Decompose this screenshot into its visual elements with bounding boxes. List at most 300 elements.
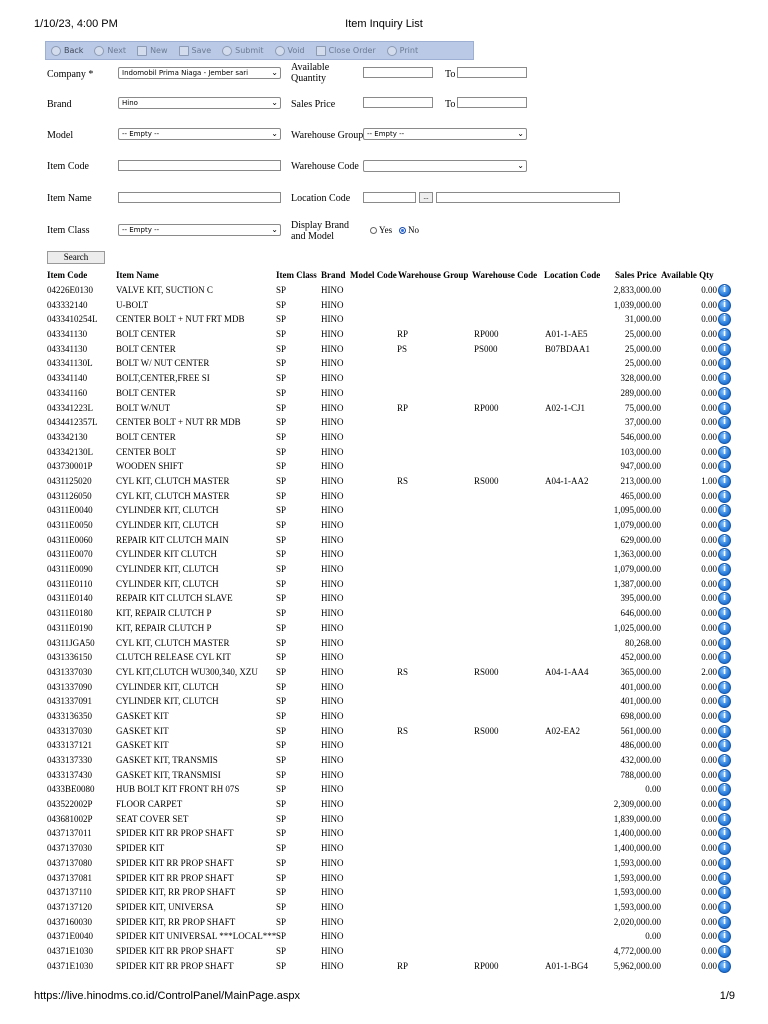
chevron-down-icon: ⌄: [271, 98, 278, 107]
table-row[interactable]: [47, 929, 737, 944]
info-icon[interactable]: i: [718, 916, 731, 929]
cell-item-name: SPIDER KIT RR PROP SHAFT: [116, 857, 234, 868]
cell-brand: HINO: [321, 475, 344, 486]
item-name-input[interactable]: [118, 192, 281, 203]
cell-warehouse-group: RP: [397, 960, 409, 971]
info-icon[interactable]: i: [718, 886, 731, 899]
cell-item-name: BOLT CENTER: [116, 343, 176, 354]
void-button[interactable]: Void: [270, 43, 311, 58]
cell-item-name: SEAT COVER SET: [116, 813, 189, 824]
cell-item-code: 043341223L: [47, 402, 93, 413]
cell-sales-price: 25,000.00: [625, 329, 661, 340]
info-icon[interactable]: i: [718, 769, 731, 782]
cell-item-code: 043342130L: [47, 446, 93, 457]
cell-warehouse-group: RS: [397, 475, 409, 486]
cell-sales-price: 75,000.00: [625, 402, 661, 413]
cell-item-class: SP: [276, 314, 287, 325]
cell-item-code: 04311E0050: [47, 520, 93, 530]
model-label: Model: [47, 130, 74, 141]
cell-brand: HINO: [321, 945, 344, 956]
info-icon[interactable]: i: [718, 842, 731, 855]
table-row[interactable]: [47, 841, 737, 856]
info-icon[interactable]: i: [718, 945, 731, 958]
cell-sales-price: 1,095,000.00: [613, 505, 661, 516]
cell-item-name: CENTER BOLT + NUT RR MDB: [116, 417, 241, 428]
cell-sales-price: 1,363,000.00: [613, 549, 661, 560]
cell-available-qty: 0.00: [701, 901, 717, 912]
cell-available-qty: 0.00: [701, 446, 717, 457]
model-select[interactable]: -- Empty -- ⌄: [118, 128, 281, 140]
cell-item-code: 043522002P: [47, 799, 93, 810]
cell-available-qty: 0.00: [701, 696, 717, 707]
cell-item-name: CYL KIT, CLUTCH MASTER: [116, 475, 230, 486]
cell-item-code: 043341130L: [47, 358, 93, 369]
cell-sales-price: 561,000.00: [620, 725, 661, 736]
item-code-label: Item Code: [47, 161, 89, 172]
cell-brand: HINO: [321, 549, 344, 560]
cell-available-qty: 0.00: [701, 373, 717, 384]
info-icon[interactable]: i: [718, 416, 731, 429]
table-row[interactable]: [47, 665, 737, 680]
cell-item-code: 0433137030: [47, 725, 92, 736]
info-icon[interactable]: i: [718, 460, 731, 473]
print-header: [0, 14, 768, 34]
cell-item-class: SP: [276, 608, 287, 619]
warehouse-group-label: Warehouse Group: [291, 130, 364, 141]
cell-available-qty: 0.00: [701, 593, 717, 604]
cell-brand: HINO: [321, 931, 344, 942]
table-row[interactable]: [47, 298, 737, 313]
table-row[interactable]: [47, 415, 737, 430]
cell-item-name: SPIDER KIT, RR PROP SHAFT: [116, 887, 236, 898]
cell-item-class: SP: [276, 593, 287, 604]
next-button[interactable]: Next: [89, 43, 132, 58]
table-row[interactable]: [47, 680, 737, 695]
table-row[interactable]: [47, 885, 737, 900]
table-row[interactable]: [47, 621, 737, 636]
cell-item-name: GASKET KIT: [116, 725, 169, 736]
warehouse-group-select[interactable]: -- Empty -- ⌄: [363, 128, 527, 140]
table-row[interactable]: [47, 386, 737, 401]
cell-item-name: SPIDER KIT, RR PROP SHAFT: [116, 916, 236, 927]
table-row[interactable]: [47, 518, 737, 533]
cell-location-code: A02-1-CJ1: [545, 402, 585, 413]
cell-item-code: 043730001P: [47, 461, 93, 472]
table-row[interactable]: [47, 371, 737, 386]
cell-brand: HINO: [321, 901, 344, 912]
cell-item-name: CYLINDER KIT, CLUTCH: [116, 520, 219, 530]
cell-available-qty: 0.00: [701, 637, 717, 648]
company-select[interactable]: Indomobil Prima Niaga - Jember sari ⌄: [118, 67, 281, 79]
cell-available-qty: 0.00: [701, 285, 717, 295]
cell-item-code: 043342130: [47, 431, 88, 442]
info-icon[interactable]: i: [718, 813, 731, 826]
submit-button[interactable]: Submit: [217, 43, 269, 58]
info-icon[interactable]: i: [718, 872, 731, 885]
table-row[interactable]: [47, 533, 737, 548]
cell-available-qty: 0.00: [701, 784, 717, 795]
chevron-down-icon: ⌄: [271, 68, 278, 77]
info-icon[interactable]: i: [718, 328, 731, 341]
back-button[interactable]: Back: [46, 43, 89, 58]
cell-sales-price: 37,000.00: [625, 417, 661, 428]
cell-item-code: 0433BE0080: [47, 784, 95, 795]
table-row[interactable]: [47, 474, 737, 489]
brand-select[interactable]: Hino ⌄: [118, 97, 281, 109]
cell-item-name: BOLT W/NUT: [116, 402, 171, 413]
header-item-name[interactable]: Item Name: [116, 270, 159, 280]
cell-brand: HINO: [321, 828, 344, 839]
info-icon[interactable]: i: [718, 387, 731, 400]
print-button[interactable]: Print: [382, 43, 424, 58]
header-item-class[interactable]: Item Class: [276, 270, 317, 280]
cell-available-qty: 0.00: [701, 887, 717, 898]
new-button[interactable]: New: [132, 43, 173, 58]
table-row[interactable]: [47, 753, 737, 768]
cell-brand: HINO: [321, 314, 344, 325]
display-yes-radio[interactable]: Yes: [370, 225, 392, 235]
company-label: Company *: [47, 69, 94, 80]
header-available-qty[interactable]: Available Qty: [661, 270, 714, 280]
brand-label: Brand: [47, 99, 72, 110]
cell-brand: HINO: [321, 813, 344, 824]
table-row[interactable]: [47, 782, 737, 797]
info-icon[interactable]: i: [718, 475, 731, 488]
info-icon[interactable]: i: [718, 651, 731, 664]
cell-item-name: BOLT CENTER: [116, 329, 176, 340]
info-icon[interactable]: i: [718, 930, 731, 943]
table-row[interactable]: [47, 283, 737, 298]
table-row[interactable]: [47, 503, 737, 518]
cell-available-qty: 0.00: [701, 799, 717, 810]
info-icon[interactable]: i: [718, 299, 731, 312]
info-icon[interactable]: i: [718, 725, 731, 738]
cell-item-class: SP: [276, 490, 287, 501]
available-quantity-to-input[interactable]: [457, 67, 527, 78]
cell-item-class: SP: [276, 446, 287, 457]
cell-available-qty: 0.00: [701, 314, 717, 325]
cell-sales-price: 1,387,000.00: [613, 578, 661, 589]
info-icon[interactable]: i: [718, 563, 731, 576]
location-code-label: Location Code: [291, 193, 351, 204]
cell-item-name: CYLINDER KIT, CLUTCH: [116, 578, 219, 589]
cell-item-class: SP: [276, 725, 287, 736]
info-icon[interactable]: i: [718, 783, 731, 796]
cell-item-name: CYL KIT,CLUTCH WU300,340, XZU: [116, 666, 258, 677]
cell-brand: HINO: [321, 872, 344, 883]
cell-available-qty: 0.00: [701, 843, 717, 854]
cell-brand: HINO: [321, 784, 344, 795]
cell-available-qty: 0.00: [701, 872, 717, 883]
cell-sales-price: 1,593,000.00: [613, 857, 661, 868]
cell-item-name: BOLT,CENTER,FREE SI: [116, 373, 210, 384]
cell-item-class: SP: [276, 285, 287, 295]
cell-available-qty: 0.00: [701, 402, 717, 413]
cell-brand: HINO: [321, 652, 344, 663]
table-row[interactable]: [47, 724, 737, 739]
table-row[interactable]: [47, 812, 737, 827]
chevron-down-icon: ⌄: [271, 129, 278, 138]
info-icon[interactable]: i: [718, 901, 731, 914]
cell-item-code: 0437160030: [47, 916, 92, 927]
cell-item-code: 0431337030: [47, 666, 92, 677]
table-row[interactable]: [47, 650, 737, 665]
location-lookup-button[interactable]: ...: [419, 192, 433, 203]
cell-item-class: SP: [276, 901, 287, 912]
cell-available-qty: 0.00: [701, 755, 717, 765]
cell-brand: HINO: [321, 843, 344, 854]
cell-available-qty: 0.00: [701, 564, 717, 575]
cell-item-class: SP: [276, 755, 287, 765]
cell-sales-price: 465,000.00: [620, 490, 661, 501]
info-icon[interactable]: i: [718, 504, 731, 517]
info-icon[interactable]: i: [718, 592, 731, 605]
cell-item-code: 0437137011: [47, 828, 92, 839]
cell-item-class: SP: [276, 520, 287, 530]
table-row[interactable]: [47, 430, 737, 445]
table-row[interactable]: [47, 797, 737, 812]
new-icon: [137, 46, 147, 56]
table-row[interactable]: [47, 856, 737, 871]
cell-item-class: SP: [276, 740, 287, 751]
table-row[interactable]: [47, 871, 737, 886]
cell-brand: HINO: [321, 564, 344, 575]
header-model-code[interactable]: Model Code: [350, 270, 397, 280]
cell-sales-price: 395,000.00: [620, 593, 661, 604]
info-icon[interactable]: i: [718, 827, 731, 840]
info-icon[interactable]: i: [718, 578, 731, 591]
info-icon[interactable]: i: [718, 754, 731, 767]
info-icon[interactable]: i: [718, 798, 731, 811]
table-row[interactable]: [47, 768, 737, 783]
info-icon[interactable]: i: [718, 490, 731, 503]
info-icon[interactable]: i: [718, 431, 731, 444]
info-icon[interactable]: i: [718, 960, 731, 973]
cell-brand: HINO: [321, 299, 344, 310]
table-row[interactable]: [47, 401, 737, 416]
cell-item-class: SP: [276, 769, 287, 780]
info-icon[interactable]: i: [718, 548, 731, 561]
cell-brand: HINO: [321, 799, 344, 810]
info-icon[interactable]: i: [718, 637, 731, 650]
cell-available-qty: 0.00: [701, 505, 717, 516]
table-row[interactable]: [47, 826, 737, 841]
info-icon[interactable]: i: [718, 710, 731, 723]
cell-item-name: VALVE KIT, SUCTION C: [116, 285, 213, 295]
cell-sales-price: 1,839,000.00: [613, 813, 661, 824]
cell-sales-price: 0.00: [645, 931, 661, 942]
lock-icon: [316, 46, 326, 56]
cell-item-name: SPIDER KIT: [116, 843, 165, 854]
warehouse-code-select[interactable]: [363, 160, 527, 172]
chevron-down-icon: ⌄: [517, 161, 524, 170]
item-class-select[interactable]: -- Empty -- ⌄: [118, 224, 281, 236]
cell-item-name: REPAIR KIT CLUTCH SLAVE: [116, 593, 233, 604]
info-icon[interactable]: i: [718, 739, 731, 752]
cell-item-name: CYLINDER KIT, CLUTCH: [116, 564, 219, 575]
info-icon[interactable]: i: [718, 313, 731, 326]
cell-brand: HINO: [321, 960, 344, 971]
cell-brand: HINO: [321, 916, 344, 927]
header-warehouse-code[interactable]: Warehouse Code: [472, 270, 538, 280]
sales-price-from-input[interactable]: [363, 97, 433, 108]
cell-item-class: SP: [276, 534, 287, 545]
info-icon[interactable]: i: [718, 857, 731, 870]
display-brand-model-label: Display Brand and Model: [291, 220, 350, 242]
info-icon[interactable]: i: [718, 666, 731, 679]
cell-item-name: REPAIR KIT CLUTCH MAIN: [116, 534, 229, 545]
info-icon[interactable]: i: [718, 402, 731, 415]
item-code-input[interactable]: [118, 160, 281, 171]
table-row[interactable]: [47, 738, 737, 753]
cell-item-code: 0431125020: [47, 475, 92, 486]
cell-sales-price: 2,833,000.00: [613, 285, 661, 295]
cell-brand: HINO: [321, 446, 344, 457]
cell-item-code: 04311E0060: [47, 534, 93, 545]
cell-item-class: SP: [276, 343, 287, 354]
cell-available-qty: 0.00: [701, 945, 717, 956]
cell-brand: HINO: [321, 637, 344, 648]
header-brand[interactable]: Brand: [321, 270, 346, 280]
info-icon[interactable]: i: [718, 695, 731, 708]
cell-item-name: GASKET KIT, TRANSMISI: [116, 769, 221, 780]
table-row[interactable]: [47, 356, 737, 371]
cell-sales-price: 646,000.00: [620, 608, 661, 619]
header-sales-price[interactable]: Sales Price: [615, 270, 657, 280]
table-row[interactable]: [47, 577, 737, 592]
info-icon[interactable]: i: [718, 607, 731, 620]
location-code-input[interactable]: [363, 192, 416, 203]
table-row[interactable]: [47, 900, 737, 915]
info-icon[interactable]: i: [718, 622, 731, 635]
cell-item-class: SP: [276, 843, 287, 854]
available-quantity-from-input[interactable]: [363, 67, 433, 78]
cell-item-code: 04311E0040: [47, 505, 93, 516]
info-icon[interactable]: i: [718, 519, 731, 532]
cell-sales-price: 365,000.00: [620, 666, 661, 677]
cell-item-class: SP: [276, 887, 287, 898]
sales-price-to-input[interactable]: [457, 97, 527, 108]
table-row[interactable]: [47, 959, 737, 974]
cell-sales-price: 1,039,000.00: [613, 299, 661, 310]
cell-sales-price: 1,400,000.00: [613, 843, 661, 854]
table-row[interactable]: [47, 489, 737, 504]
info-icon[interactable]: i: [718, 681, 731, 694]
cell-item-name: CLUTCH RELEASE CYL KIT: [116, 652, 231, 663]
cell-sales-price: 401,000.00: [620, 681, 661, 692]
location-name-input[interactable]: [436, 192, 620, 203]
cell-item-name: SPIDER KIT RR PROP SHAFT: [116, 828, 234, 839]
cell-item-code: 0433136350: [47, 710, 92, 721]
cell-item-code: 0433137121: [47, 740, 92, 751]
cell-brand: HINO: [321, 725, 344, 736]
cell-sales-price: 788,000.00: [620, 769, 661, 780]
cell-sales-price: 546,000.00: [620, 431, 661, 442]
table-row[interactable]: [47, 915, 737, 930]
item-class-label: Item Class: [47, 225, 90, 236]
cell-location-code: A04-1-AA4: [545, 666, 589, 677]
table-row[interactable]: [47, 562, 737, 577]
cell-item-code: 043341130: [47, 329, 88, 340]
cell-brand: HINO: [321, 710, 344, 721]
cell-available-qty: 0.00: [701, 387, 717, 398]
table-row[interactable]: [47, 342, 737, 357]
cell-available-qty: 0.00: [701, 431, 717, 442]
close-order-button[interactable]: Close Order: [311, 43, 382, 58]
table-row[interactable]: [47, 459, 737, 474]
cell-available-qty: 0.00: [701, 622, 717, 633]
table-row[interactable]: [47, 709, 737, 724]
info-icon[interactable]: i: [718, 534, 731, 547]
table-row[interactable]: [47, 445, 737, 460]
cell-item-code: 04311E0140: [47, 593, 93, 604]
cell-brand: HINO: [321, 343, 344, 354]
cell-item-code: 04371E0040: [47, 931, 93, 942]
cell-item-name: SPIDER KIT RR PROP SHAFT: [116, 945, 234, 956]
table-row[interactable]: [47, 694, 737, 709]
header-location-code[interactable]: Location Code: [544, 270, 601, 280]
cell-item-class: SP: [276, 387, 287, 398]
cell-available-qty: 0.00: [701, 578, 717, 589]
cell-brand: HINO: [321, 696, 344, 707]
cell-item-name: U-BOLT: [116, 299, 149, 310]
cell-warehouse-code: RS000: [474, 666, 499, 677]
cell-item-code: 043332140: [47, 299, 88, 310]
cell-sales-price: 25,000.00: [625, 358, 661, 369]
cell-item-code: 04311E0180: [47, 608, 93, 619]
cell-item-class: SP: [276, 475, 287, 486]
table-row[interactable]: [47, 606, 737, 621]
cell-sales-price: 80,268.00: [625, 637, 661, 648]
cell-item-name: BOLT CENTER: [116, 431, 176, 442]
cell-sales-price: 698,000.00: [620, 710, 661, 721]
cell-location-code: B07BDAA1: [545, 343, 591, 354]
cell-item-name: KIT, REPAIR CLUTCH P: [116, 622, 212, 633]
cell-sales-price: 1,593,000.00: [613, 872, 661, 883]
cell-sales-price: 1,079,000.00: [613, 520, 661, 530]
table-row[interactable]: [47, 591, 737, 606]
cell-item-class: SP: [276, 578, 287, 589]
header-item-code[interactable]: Item Code: [47, 270, 88, 280]
radio-icon: [370, 227, 377, 234]
table-row[interactable]: [47, 327, 737, 342]
save-button[interactable]: Save: [174, 43, 218, 58]
item-name-label: Item Name: [47, 193, 92, 204]
info-icon[interactable]: i: [718, 343, 731, 356]
cell-warehouse-group: RS: [397, 725, 409, 736]
cell-sales-price: 31,000.00: [625, 314, 661, 325]
table-row[interactable]: [47, 312, 737, 327]
table-row[interactable]: [47, 944, 737, 959]
table-row[interactable]: [47, 636, 737, 651]
cell-item-class: SP: [276, 799, 287, 810]
info-icon[interactable]: i: [718, 284, 731, 297]
cell-item-code: 04311E0070: [47, 549, 93, 560]
info-icon[interactable]: i: [718, 357, 731, 370]
cell-item-class: SP: [276, 417, 287, 428]
cell-sales-price: 103,000.00: [620, 446, 661, 457]
cell-available-qty: 0.00: [701, 916, 717, 927]
header-warehouse-group[interactable]: Warehouse Group: [398, 270, 469, 280]
cell-sales-price: 1,593,000.00: [613, 901, 661, 912]
table-row[interactable]: [47, 547, 737, 562]
display-no-radio[interactable]: No: [399, 225, 419, 235]
print-title: Item Inquiry List: [345, 18, 423, 30]
search-button[interactable]: Search: [47, 251, 105, 264]
info-icon[interactable]: i: [718, 446, 731, 459]
cell-sales-price: 1,400,000.00: [613, 828, 661, 839]
info-icon[interactable]: i: [718, 372, 731, 385]
